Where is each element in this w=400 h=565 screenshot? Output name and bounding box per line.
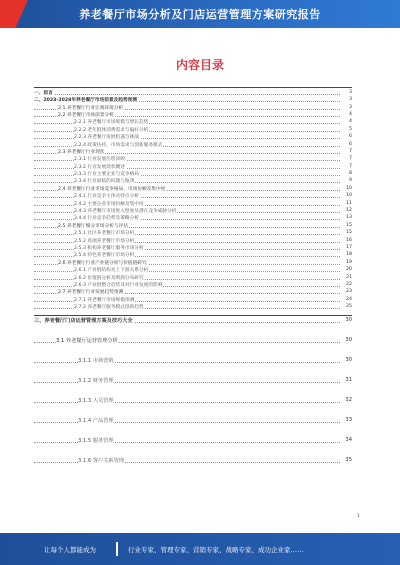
toc-entry-page: 6 <box>349 134 352 140</box>
toc-entry-text: 一、前言 <box>34 90 53 96</box>
toc-entry[interactable] <box>34 245 352 252</box>
toc-entry[interactable] <box>34 317 352 337</box>
toc-entry[interactable] <box>34 127 352 134</box>
toc-entry-text: 2.4.1 行业竞争主体及特点分析 <box>74 194 139 200</box>
toc-entry[interactable] <box>34 112 352 119</box>
toc-entry[interactable] <box>34 238 352 245</box>
toc-entry-text: 2.4.3 养老餐厅市场进入壁垒及潜在竞争威胁分析 <box>74 209 177 215</box>
toc-entry[interactable] <box>34 304 352 311</box>
toc-entry[interactable] <box>34 105 352 112</box>
page-number: 1 <box>357 514 360 519</box>
toc-entry-text: 2.5.1 社区养老餐厅市场分析 <box>74 231 135 237</box>
toc-entry[interactable] <box>34 357 352 377</box>
footer-divider <box>116 542 118 556</box>
toc-entry[interactable] <box>34 377 352 397</box>
toc-entry[interactable] <box>34 252 352 259</box>
toc-entry-page: 11 <box>346 200 352 206</box>
toc-entry[interactable] <box>34 90 352 97</box>
table-of-contents <box>34 86 352 477</box>
toc-entry-text: 2.5.2 高端养老餐厅市场分析 <box>74 238 135 244</box>
toc-entry[interactable] <box>34 457 352 477</box>
toc-entry-page: 21 <box>346 274 352 280</box>
toc-entry-page: 3 <box>349 104 352 110</box>
toc-entry-text: 2.3.1 行业发展历程回顾 <box>74 157 125 163</box>
toc-entry-text: 3.1.1 市场营销 <box>78 358 114 365</box>
toc-entry[interactable] <box>34 193 352 200</box>
footer-slogan-left: 让每个人都能成为 <box>44 546 96 554</box>
report-title: 养老餐厅市场分析及门店运营管理方案研究报告 <box>79 8 321 21</box>
toc-entry-text: 三、养老餐厅门店运营管理方案及技巧大全 <box>34 318 133 325</box>
toc-entry-text: 2.5.3 机构养老餐厅服务市场分析 <box>74 246 144 251</box>
toc-entry-page: 15 <box>346 230 352 236</box>
toc-entry-page: 5 <box>349 126 352 132</box>
toc-leader-dots <box>34 94 340 95</box>
toc-entry-text: 2.2.1 养老餐厅市场规模与增长趋势 <box>74 120 149 126</box>
toc-entry[interactable] <box>34 267 352 274</box>
toc-entry[interactable] <box>34 437 352 457</box>
toc-entry-text: 3.1.3 人员管理 <box>78 398 114 405</box>
toc-entry[interactable] <box>34 260 352 267</box>
page-footer <box>0 533 400 565</box>
toc-entry-page: 10 <box>346 185 352 191</box>
toc-entry[interactable] <box>34 289 352 296</box>
toc-entry[interactable] <box>34 417 352 437</box>
toc-entry-page: 20 <box>346 267 352 273</box>
toc-entry[interactable] <box>34 215 352 222</box>
toc-entry[interactable] <box>34 223 352 230</box>
toc-entry-page: 24 <box>346 296 352 302</box>
toc-entry-page: 4 <box>349 111 352 117</box>
toc-entry[interactable] <box>34 186 352 193</box>
toc-entry[interactable] <box>34 337 352 357</box>
footer-slogan-right: 行业专家、管理专家、营销专家、战略专家、成功企业家…… <box>128 546 304 554</box>
toc-entry[interactable] <box>34 230 352 237</box>
toc-entry-page: 23 <box>346 289 352 295</box>
toc-entry-page: 15 <box>346 222 352 228</box>
toc-entry-text: 2.7.1 养老餐厅市场规模预测 <box>74 297 135 303</box>
toc-entry-page: 35 <box>345 457 352 464</box>
toc-entry[interactable] <box>34 171 352 178</box>
toc-entry-page: 30 <box>345 317 352 324</box>
toc-entry-page: 30 <box>345 337 352 344</box>
toc-entry-text: 2.3.2 行业发展现状概述 <box>74 164 125 170</box>
toc-part-2 <box>34 317 352 477</box>
toc-part-1 <box>34 90 352 312</box>
toc-entry[interactable] <box>34 208 352 215</box>
toc-entry-text: 2.2 养老餐厅市场前景分析 <box>58 112 114 118</box>
toc-entry-text: 2.2.3 养老餐厅发展机遇与挑战 <box>74 135 139 141</box>
toc-entry-text: 2.4.4 行业竞争趋势及策略分析 <box>74 216 139 222</box>
toc-entry-page: 10 <box>346 193 352 199</box>
toc-entry-text: 2.3.3 行业主要企业与竞争格局 <box>74 172 139 178</box>
divider <box>34 315 352 316</box>
toc-entry-page: 33 <box>345 417 352 424</box>
toc-entry[interactable] <box>34 97 352 104</box>
toc-entry-text: 2.7.2 养老餐厅服务模式创新趋势 <box>74 305 144 311</box>
toc-entry-page: 25 <box>346 304 352 310</box>
toc-entry-text: 2.6 养老餐厅行业产业链分析与价值链研究 <box>58 260 147 266</box>
toc-entry[interactable] <box>34 134 352 141</box>
toc-entry-page: 12 <box>346 208 352 214</box>
toc-entry-page: 4 <box>349 119 352 125</box>
toc-entry-page: 31 <box>345 377 352 384</box>
toc-entry-page: 6 <box>349 141 352 147</box>
toc-entry-text: 2.5.4 特色养老餐厅市场分析 <box>74 253 135 259</box>
toc-title: 内容目录 <box>175 58 224 72</box>
toc-entry-text: 3.1.4 产品管理 <box>78 418 114 425</box>
toc-entry-page: 22 <box>346 281 352 287</box>
divider <box>34 87 352 88</box>
toc-entry[interactable] <box>34 297 352 304</box>
toc-entry-text: 2.5 养老餐厅细分市场分析与评估 <box>58 223 128 229</box>
toc-entry-page: 32 <box>345 397 352 404</box>
toc-entry-page: 17 <box>346 245 352 250</box>
toc-entry[interactable] <box>34 156 352 163</box>
toc-entry-page: 8 <box>349 171 352 177</box>
toc-entry-text: 3.1 养老餐厅运营管理分析 <box>56 338 118 345</box>
page-header <box>0 0 400 28</box>
toc-entry-text: 3.1.2 财务管理 <box>78 378 114 385</box>
toc-entry-page: 3 <box>349 89 352 95</box>
toc-entry-text: 2.4 养老餐厅行业市场竞争格局、市场份额及集中度 <box>58 186 166 192</box>
toc-entry[interactable] <box>34 275 352 282</box>
toc-entry-page: 18 <box>346 252 352 258</box>
toc-entry-text: 3.1.6 客户关系管理 <box>78 458 124 465</box>
toc-entry[interactable] <box>34 201 352 208</box>
toc-entry-text: 3.1.5 服务管理 <box>78 438 114 445</box>
toc-entry[interactable] <box>34 282 352 289</box>
toc-entry-page: 34 <box>345 437 352 444</box>
toc-entry-page: 7 <box>349 156 352 162</box>
toc-entry[interactable] <box>34 149 352 156</box>
toc-entry-text: 二、2023-2028年养老餐厅市场前景及趋势预测 <box>34 98 138 104</box>
toc-entry-page: 7 <box>349 163 352 169</box>
toc-entry-text: 2.1 养老餐厅行业宏观环境分析 <box>58 105 124 111</box>
toc-entry-text: 2.3.4 行业面临的问题与瓶颈 <box>74 179 135 185</box>
toc-entry[interactable] <box>34 164 352 171</box>
toc-entry-text: 2.6.3 产业链整合趋势及对行业发展的影响 <box>74 282 163 288</box>
toc-entry[interactable] <box>34 119 352 126</box>
toc-entry-page: 30 <box>345 357 352 364</box>
toc-entry-text: 2.6.2 价值链分析及利润分布研究 <box>74 275 144 281</box>
toc-entry-page: 7 <box>349 148 352 154</box>
toc-entry-page: 19 <box>346 259 352 265</box>
toc-entry[interactable] <box>34 397 352 417</box>
toc-entry[interactable] <box>34 142 352 149</box>
toc-entry-page: 16 <box>346 237 352 243</box>
toc-entry-page: 13 <box>346 215 352 221</box>
toc-entry[interactable] <box>34 178 352 185</box>
toc-entry-page: 3 <box>349 97 352 103</box>
toc-entry-text: 2.2.4 政策扶持、市场需求与创新服务模式 <box>74 142 163 148</box>
toc-entry-text: 2.7 养老餐厅行业发展趋势预测 <box>58 290 124 296</box>
toc-entry-text: 2.2.2 老年群体消费需求与偏好分析 <box>74 127 149 133</box>
toc-entry-text: 2.3 养老餐厅行业现状 <box>58 149 105 155</box>
toc-entry-text: 2.4.2 主要企业市场份额及集中度 <box>74 201 144 207</box>
toc-entry-text: 2.6.1 产业链结构及上下游关系分析 <box>74 268 149 274</box>
toc-entry-page: 9 <box>349 178 352 184</box>
